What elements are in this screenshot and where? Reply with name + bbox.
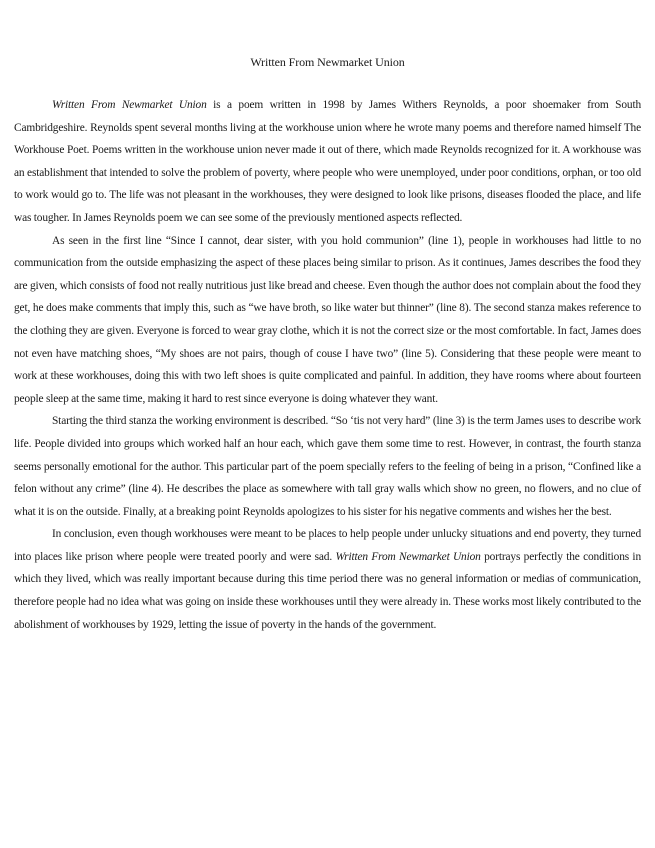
- paragraph-3-segment-1: Starting the third stanza the working environment is described. “So ‘tis not very hard” (line 3) is the term James uses to describe work life. People divided into groups which worked half an hour each, which gave them some time to rest. However, in contrast, the fourth stanza seems personally emotional for the author. This particular part of the poem specially refers to the feeling of being in a prison, “Confined like a felon without any crime” (line 4). He describes the place as somewhere with tall gray walls which show no green, no flowers, and no clue of what it is on the outside. Finally, at a breaking point Reynolds apologizes to his sister for his negative comments and wishes her the best.: [14, 415, 641, 518]
- document-body: [14, 94, 641, 636]
- paragraph-1-segment-1: Written From Newmarket Union: [52, 99, 207, 111]
- paragraph-4-segment-2: Written From Newmarket Union: [335, 550, 481, 563]
- document-title: Written From Newmarket Union: [250, 55, 405, 69]
- paragraph-4: [14, 523, 641, 636]
- paragraph-3: [14, 410, 641, 523]
- paragraph-2: [14, 230, 641, 411]
- paragraph-1: [14, 94, 641, 230]
- paragraph-2-segment-1: As seen in the first line “Since I cannot, dear sister, with you hold communion” (line 1), people in workhouses had little to no communication from the outside emphasizing the aspect of these places being similar to prison. As it continues, James describes the food they are given, which consists of food not really nutritious just like bread and cheese. Even though the author does not complain about the food they get, he does make comments that imply this, such as “we have broth, so like water but thinner” (line 8). The second stanza makes reference to the clothing they are given. Everyone is forced to wear gray clothe, which it is not the correct size or the most comfortable. In fact, James does not even have matching shoes, “My shoes are not pairs, though of couse I have two” (line 5). Considering that these people were meant to work at these workhouses, doing this with two left shoes is quite complicated and painful. In addition, they have rooms where about fourteen people sleep at the same time, making it hard to rest since everyone is doing whatever they want.: [14, 234, 641, 405]
- paragraph-4-segment-1: In conclusion, even though workhouses were meant to be places to help people under unlucky situations and end poverty, they turned into places like prison where people were treated poorly and were sad.: [14, 528, 641, 563]
- paragraph-4-segment-3: portrays perfectly the conditions in which they lived, which was really important because during this time period there was no general information or medias of communication, therefore people had no idea what was going on inside these workhouses until they were already in. These works most likely contributed to the abolishment of workhouses by 1929, letting the issue of poverty in the hands of the government.: [14, 550, 641, 631]
- paragraph-1-segment-2: is a poem written in 1998 by James Withers Reynolds, a poor shoemaker from South Cambridgeshire. Reynolds spent several months living at the workhouse union where he wrote many poems and therefore named himself The Workhouse Poet. Poems written in the workhouse union never made it out of there, which made Reynolds recognized for it. A workhouse was an establishment that intended to solve the problem of poverty, where people who were unemployed, under poor conditions, orphan, or too old to work would go to. The life was not pleasant in the workhouses, they were designed to look like prisons, diseases flooded the place, and life was tougher. In James Reynolds poem we can see some of the previously mentioned aspects reflected.: [14, 99, 642, 224]
